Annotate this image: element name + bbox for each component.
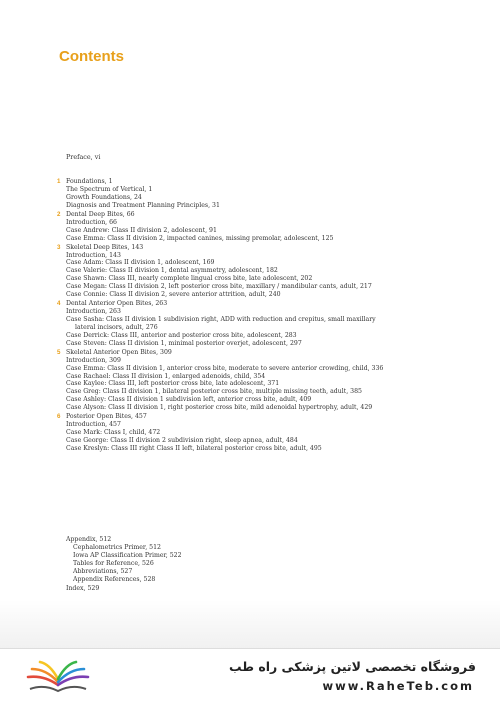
toc-chapter-5 bbox=[57, 349, 477, 412]
page-title: Contents bbox=[59, 48, 124, 65]
toc-entry: Skeletal Anterior Open Bites, 309 bbox=[66, 348, 172, 356]
toc-entry: Case Steven: Class II division 1, minimal posterior overjet, adolescent, 297 bbox=[66, 339, 302, 347]
toc-chapter-4 bbox=[57, 300, 477, 347]
toc-entry: Case Andrew: Class II division 2, adolescent, 91 bbox=[66, 226, 217, 234]
toc-entry-continued: lateral incisors, adult, 276 bbox=[75, 323, 158, 331]
toc-entry: Case Megan: Class II division 2, left posterior cross bite, maxillary / mandibular cants, adult, 217 bbox=[66, 283, 372, 291]
open-book-logo-icon bbox=[22, 655, 94, 697]
toc-entry: Case Derrick: Class III, anterior and posterior cross bite, adolescent, 283 bbox=[66, 331, 297, 339]
store-url[interactable]: www.RaheTeb.com bbox=[322, 679, 474, 693]
toc-entry: Case Kreslyn: Class III right Class II left, bilateral posterior cross bite, adult, 495 bbox=[66, 444, 322, 452]
store-banner bbox=[0, 648, 500, 701]
table-of-contents bbox=[57, 178, 477, 454]
chapter-number: 2 bbox=[57, 210, 61, 218]
chapter-number: 4 bbox=[57, 300, 61, 308]
toc-entry: Case Kaylee: Class III, left posterior cross bite, late adolescent, 371 bbox=[66, 380, 280, 388]
store-name: فروشگاه تخصصی لاتین پزشکی راه طب bbox=[228, 659, 476, 674]
toc-entry: Skeletal Deep Bites, 143 bbox=[66, 243, 144, 251]
toc-preface: Preface, vi bbox=[66, 153, 101, 161]
appendix-item: Cephalometrics Primer, 512 bbox=[73, 543, 161, 551]
toc-entry: Introduction, 263 bbox=[66, 308, 121, 316]
toc-chapter-3 bbox=[57, 244, 477, 299]
toc-entry: Case Emma: Class II division 1, anterior cross bite, moderate to severe anterior crowding, child, 336 bbox=[66, 364, 384, 372]
appendix-item: Iowa AP Classification Primer, 522 bbox=[73, 551, 182, 559]
toc-entry: Introduction, 457 bbox=[66, 421, 121, 429]
appendix-item: Abbreviations, 527 bbox=[73, 567, 133, 575]
toc-index: Index, 529 bbox=[66, 585, 100, 593]
toc-chapter-1 bbox=[57, 178, 477, 210]
toc-entry: Case Ashley: Class II division 1 subdivision left, anterior cross bite, adult, 409 bbox=[66, 396, 312, 404]
toc-entry: Introduction, 66 bbox=[66, 218, 117, 226]
toc-entry: Case Shawn: Class III, nearly complete lingual cross bite, late adolescent, 202 bbox=[66, 275, 313, 283]
toc-entry: Diagnosis and Treatment Planning Principles, 31 bbox=[66, 201, 220, 209]
toc-entry: Case Rachael: Class II division 1, enlarged adenoids, child, 354 bbox=[66, 372, 266, 380]
chapter-number: 1 bbox=[57, 178, 61, 185]
chapter-number: 3 bbox=[57, 243, 61, 251]
toc-entry: Case Connie: Class II division 2, severe anterior attrition, adult, 240 bbox=[66, 291, 281, 299]
toc-entry: Dental Deep Bites, 66 bbox=[66, 210, 135, 218]
toc-entry: Case Greg: Class II division 1, bilateral posterior cross bite, multiple missing teeth, adult, 385 bbox=[66, 388, 362, 396]
toc-entry: Case Emma: Class II division 2, impacted canines, missing premolar, adolescent, 125 bbox=[66, 234, 334, 242]
toc-entry: Case Sasha: Class II division 1 subdivision right, ADD with reduction and crepitus, small maxillary bbox=[66, 315, 376, 323]
toc-entry: Introduction, 309 bbox=[66, 356, 121, 364]
chapter-number: 6 bbox=[57, 413, 61, 421]
toc-entry: Foundations, 1 bbox=[66, 178, 113, 185]
toc-appendix bbox=[66, 536, 182, 593]
toc-chapter-2 bbox=[57, 211, 477, 243]
chapter-number: 5 bbox=[57, 348, 61, 356]
toc-entry: Dental Anterior Open Bites, 263 bbox=[66, 300, 168, 308]
page-shadow bbox=[0, 600, 500, 650]
toc-entry: The Spectrum of Vertical, 1 bbox=[66, 185, 153, 193]
appendix-title: Appendix, 512 bbox=[66, 536, 112, 543]
toc-entry: Introduction, 143 bbox=[66, 251, 121, 259]
appendix-item: Tables for Reference, 526 bbox=[73, 559, 154, 567]
toc-entry: Posterior Open Bites, 457 bbox=[66, 413, 147, 421]
toc-entry: Case Valerie: Class II division 1, dental asymmetry, adolescent, 182 bbox=[66, 267, 278, 275]
toc-entry: Case Alyson: Class II division 1, right posterior cross bite, mild adenoidal hypertrophy, adult, 429 bbox=[66, 404, 373, 412]
toc-entry: Case Adam: Class II division 1, adolescent, 169 bbox=[66, 259, 215, 267]
toc-chapter-6 bbox=[57, 413, 477, 453]
toc-entry: Growth Foundations, 24 bbox=[66, 193, 142, 201]
toc-entry: Case George: Class II division 2 subdivision right, sleep apnea, adult, 484 bbox=[66, 436, 298, 444]
toc-entry: Case Mark: Class I, child, 472 bbox=[66, 429, 161, 437]
appendix-item: Appendix References, 528 bbox=[73, 575, 156, 583]
